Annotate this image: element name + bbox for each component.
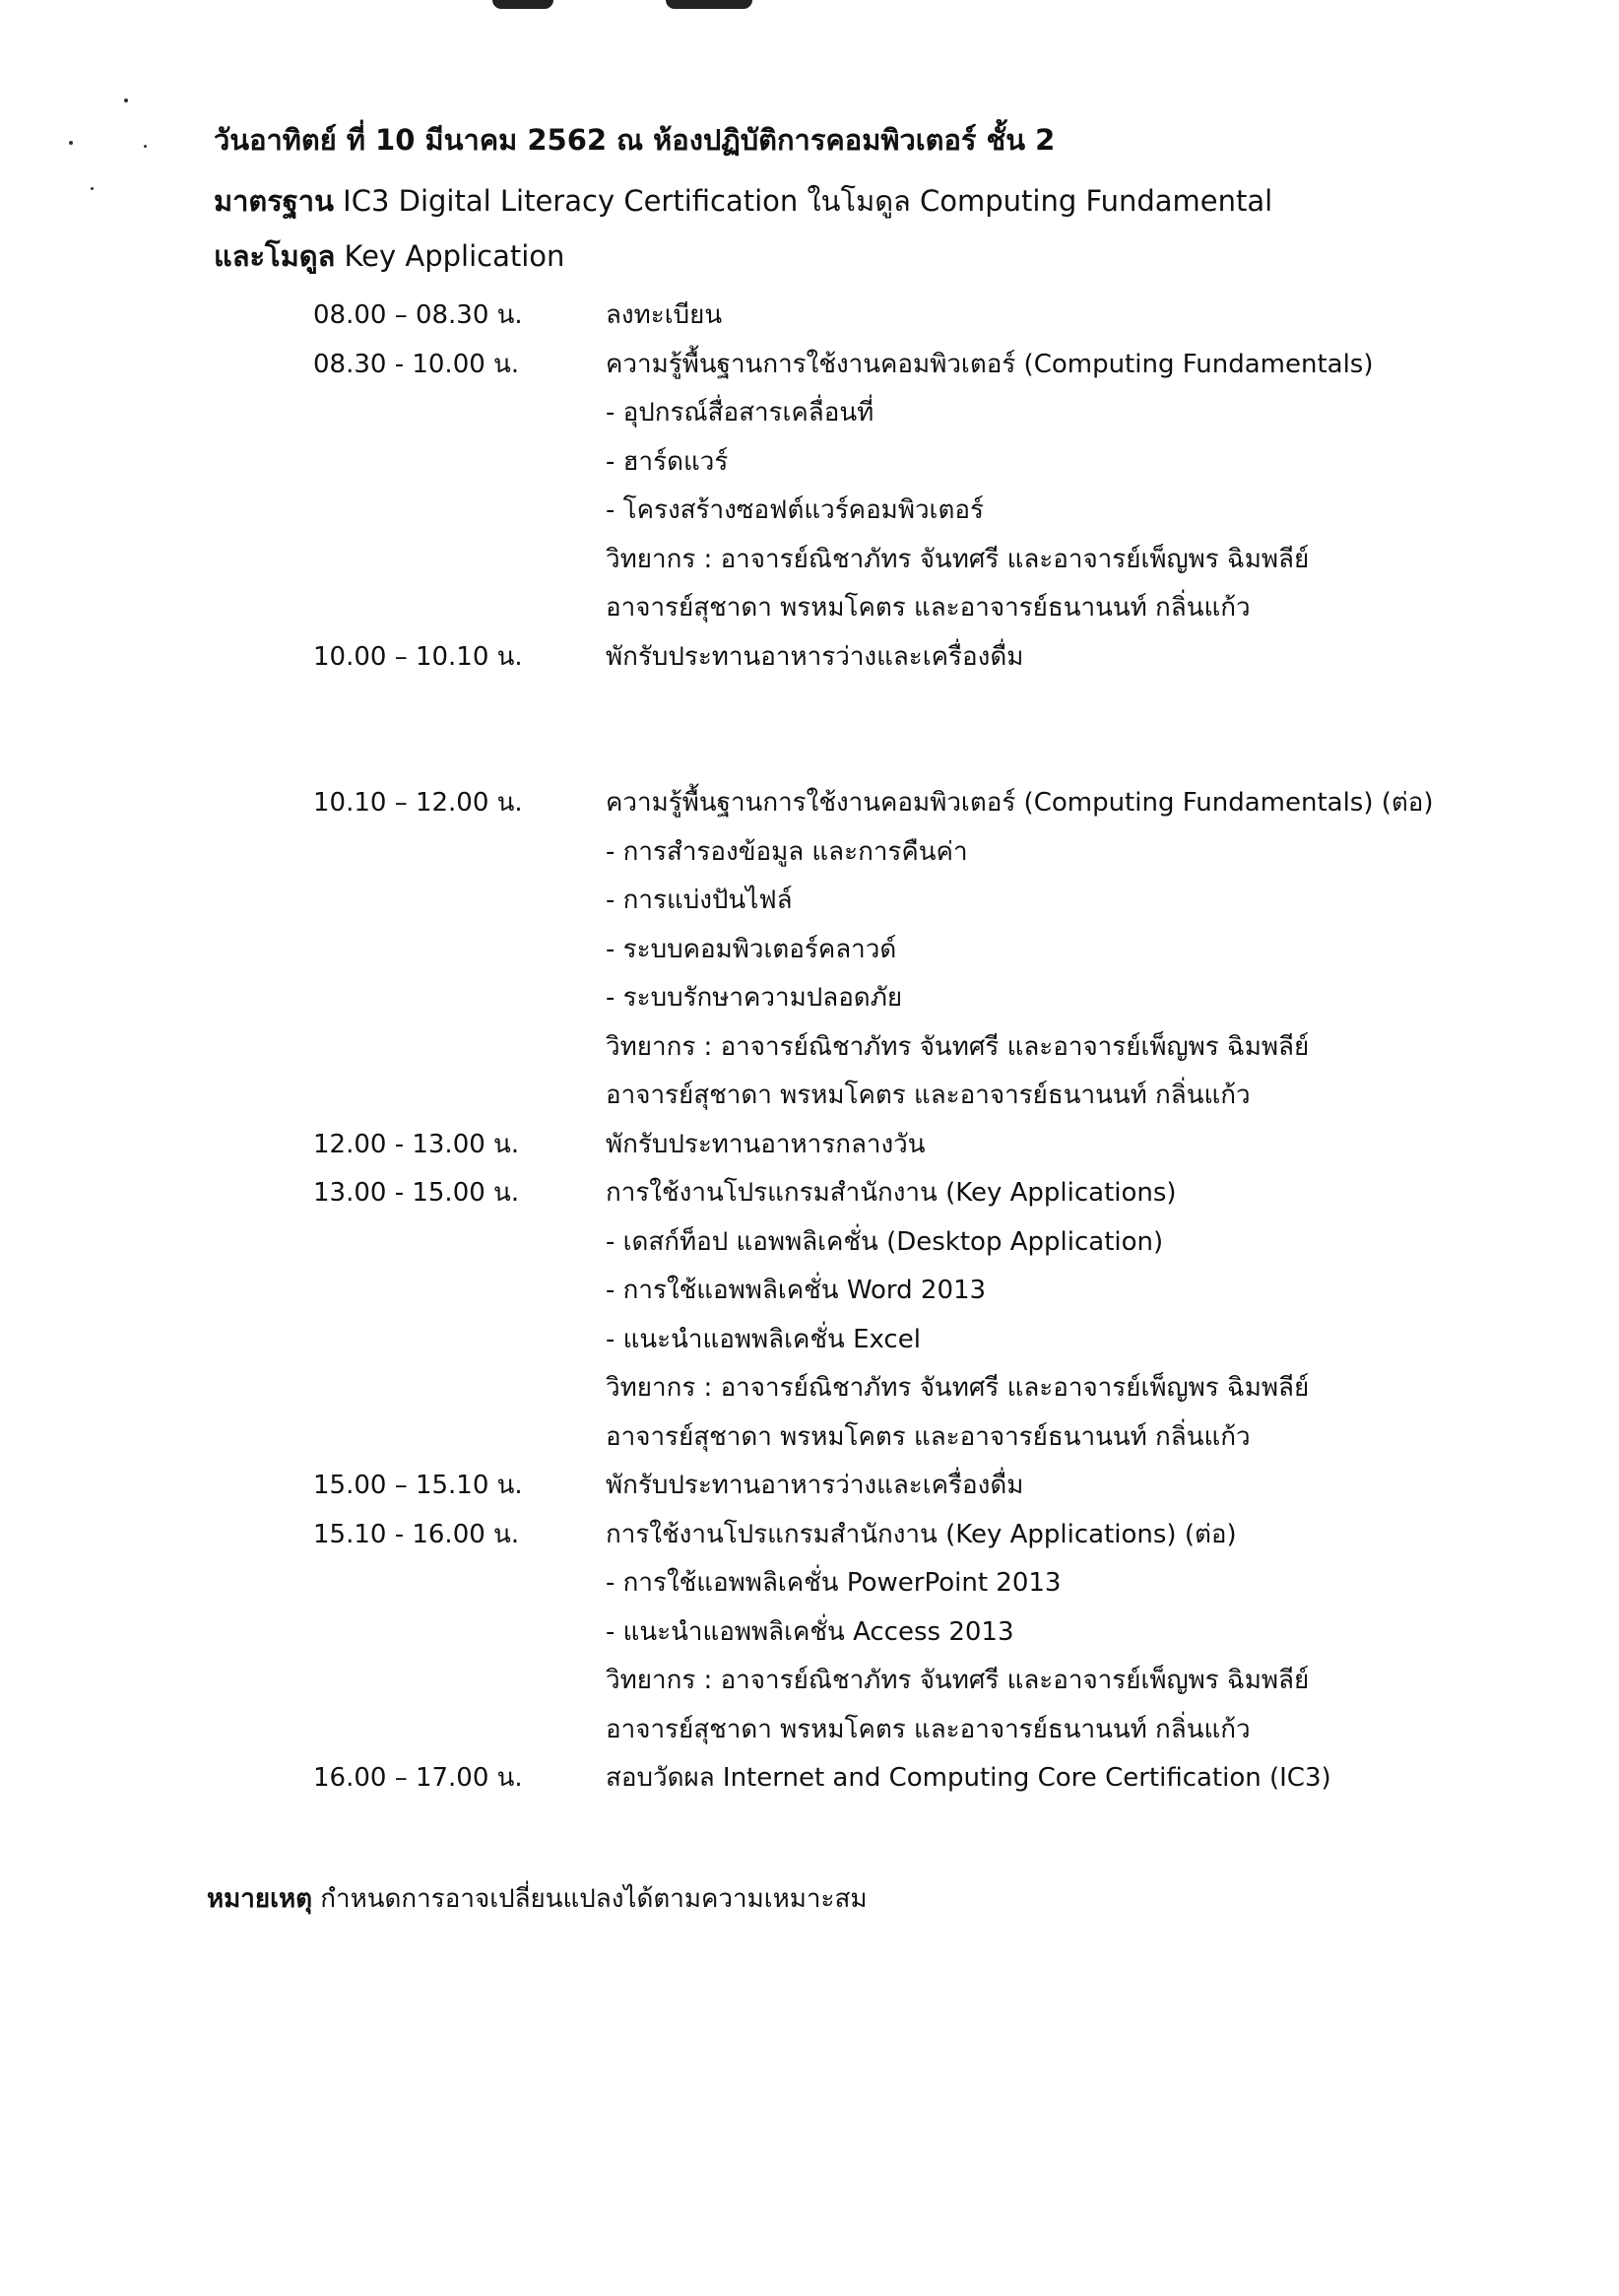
session-line: - ระบบคอมพิวเตอร์คลาวด์ — [606, 934, 897, 964]
footnote-label: หมายเหตุ — [207, 1884, 313, 1914]
time-slot: 13.00 - 15.00 น. — [313, 1178, 520, 1208]
standard-heading-text: IC3 Digital Literacy Certification ในโมดูล Computing Fundamental — [333, 184, 1273, 218]
session-line: - โครงสร้างซอฟต์แวร์คอมพิวเตอร์ — [606, 495, 984, 525]
schedule-row — [313, 341, 1554, 633]
time-slot: 15.00 – 15.10 น. — [313, 1471, 523, 1500]
schedule-row — [313, 1462, 1554, 1511]
session-details — [606, 292, 1554, 341]
standard-heading-label: มาตรฐาน — [214, 184, 334, 218]
schedule-row — [313, 633, 1554, 683]
session-details — [606, 1462, 1554, 1511]
module-heading — [214, 236, 564, 276]
session-line: สอบวัดผล Internet and Computing Core Certification (IC3) — [606, 1763, 1331, 1793]
time-slot: 15.10 - 16.00 น. — [313, 1519, 520, 1549]
footnote — [207, 1879, 867, 1919]
session-details — [606, 1754, 1554, 1804]
scan-mark — [666, 0, 752, 9]
time-slot: 10.10 – 12.00 น. — [313, 788, 523, 818]
session-line: - การสำรองข้อมูล และการคืนค่า — [606, 836, 968, 867]
time-slot: 16.00 – 17.00 น. — [313, 1763, 523, 1793]
spacer — [313, 682, 1554, 779]
scan-speck — [91, 187, 94, 190]
session-line: - ฮาร์ดแวร์ — [606, 446, 729, 477]
session-details — [606, 341, 1554, 633]
session-line: - เดสก์ท็อป แอพพลิเคชั่น (Desktop Application) — [606, 1226, 1164, 1257]
schedule-table — [313, 292, 1554, 1804]
session-line: - การใช้แอพพลิเคชั่น Word 2013 — [606, 1276, 987, 1305]
session-line: อาจารย์สุชาดา พรหมโคตร และอาจารย์ธนานนท์ กลิ่นแก้ว — [606, 1421, 1251, 1452]
session-line: วิทยากร : อาจารย์ณิชาภัทร จันทศรี และอาจารย์เพ็ญพร ฉิมพลีย์ — [606, 1031, 1310, 1062]
session-details — [606, 1511, 1554, 1755]
module-heading-text: Key Application — [335, 239, 565, 273]
scan-mark — [492, 0, 553, 9]
session-line: พักรับประทานอาหารว่างและเครื่องดื่ม — [606, 641, 1024, 672]
session-line: อาจารย์สุชาดา พรหมโคตร และอาจารย์ธนานนท์ กลิ่นแก้ว — [606, 1081, 1251, 1110]
session-line: - แนะนำแอพพลิเคชั่น Excel — [606, 1324, 921, 1354]
session-details — [606, 633, 1554, 683]
standard-heading — [214, 181, 1272, 221]
time-slot: 12.00 - 13.00 น. — [313, 1129, 520, 1159]
scan-speck — [144, 145, 147, 148]
time-slot: 08.30 - 10.00 น. — [313, 349, 520, 379]
session-line: อาจารย์สุชาดา พรหมโคตร และอาจารย์ธนานนท์ กลิ่นแก้ว — [606, 1714, 1251, 1744]
session-details — [606, 1121, 1554, 1170]
session-details — [606, 779, 1554, 1121]
footnote-text: กำหนดการอาจเปลี่ยนแปลงได้ตามความเหมาะสม — [312, 1884, 868, 1914]
session-line: วิทยากร : อาจารย์ณิชาภัทร จันทศรี และอาจารย์เพ็ญพร ฉิมพลีย์ — [606, 1666, 1310, 1695]
scan-speck — [69, 141, 73, 145]
schedule-row — [313, 292, 1554, 341]
schedule-row — [313, 1511, 1554, 1755]
session-line: - อุปกรณ์สื่อสารเคลื่อนที่ — [606, 398, 874, 427]
session-line: พักรับประทานอาหารกลางวัน — [606, 1129, 926, 1159]
session-line: อาจารย์สุชาดา พรหมโคตร และอาจารย์ธนานนท์ กลิ่นแก้ว — [606, 593, 1251, 623]
schedule-date-heading: วันอาทิตย์ ที่ 10 มีนาคม 2562 ณ ห้องปฏิบัติการคอมพิวเตอร์ ชั้น 2 — [214, 123, 1056, 157]
session-line: ความรู้พื้นฐานการใช้งานคอมพิวเตอร์ (Computing Fundamentals) (ต่อ) — [606, 788, 1434, 818]
session-line: ความรู้พื้นฐานการใช้งานคอมพิวเตอร์ (Computing Fundamentals) — [606, 349, 1374, 379]
session-line: ลงทะเบียน — [606, 300, 723, 330]
session-line: การใช้งานโปรแกรมสำนักงาน (Key Applications) — [606, 1178, 1177, 1208]
schedule-row — [313, 1754, 1554, 1804]
session-line: วิทยากร : อาจารย์ณิชาภัทร จันทศรี และอาจารย์เพ็ญพร ฉิมพลีย์ — [606, 544, 1310, 574]
session-line: การใช้งานโปรแกรมสำนักงาน (Key Applications) (ต่อ) — [606, 1519, 1237, 1549]
session-details — [606, 1169, 1554, 1462]
session-line: - ระบบรักษาความปลอดภัย — [606, 983, 903, 1013]
schedule-row — [313, 1169, 1554, 1462]
session-line: - แนะนำแอพพลิเคชั่น Access 2013 — [606, 1616, 1014, 1647]
time-slot: 10.00 – 10.10 น. — [313, 641, 523, 672]
schedule-row — [313, 1121, 1554, 1170]
schedule-row — [313, 779, 1554, 1121]
session-line: - การแบ่งปันไฟล์ — [606, 886, 793, 915]
time-slot: 08.00 – 08.30 น. — [313, 300, 523, 330]
module-heading-label: และโมดูล — [214, 239, 336, 273]
session-line: - การใช้แอพพลิเคชั่น PowerPoint 2013 — [606, 1568, 1062, 1598]
session-line: วิทยากร : อาจารย์ณิชาภัทร จันทศรี และอาจารย์เพ็ญพร ฉิมพลีย์ — [606, 1373, 1310, 1403]
scan-speck — [124, 98, 128, 102]
session-line: พักรับประทานอาหารว่างและเครื่องดื่ม — [606, 1471, 1024, 1500]
